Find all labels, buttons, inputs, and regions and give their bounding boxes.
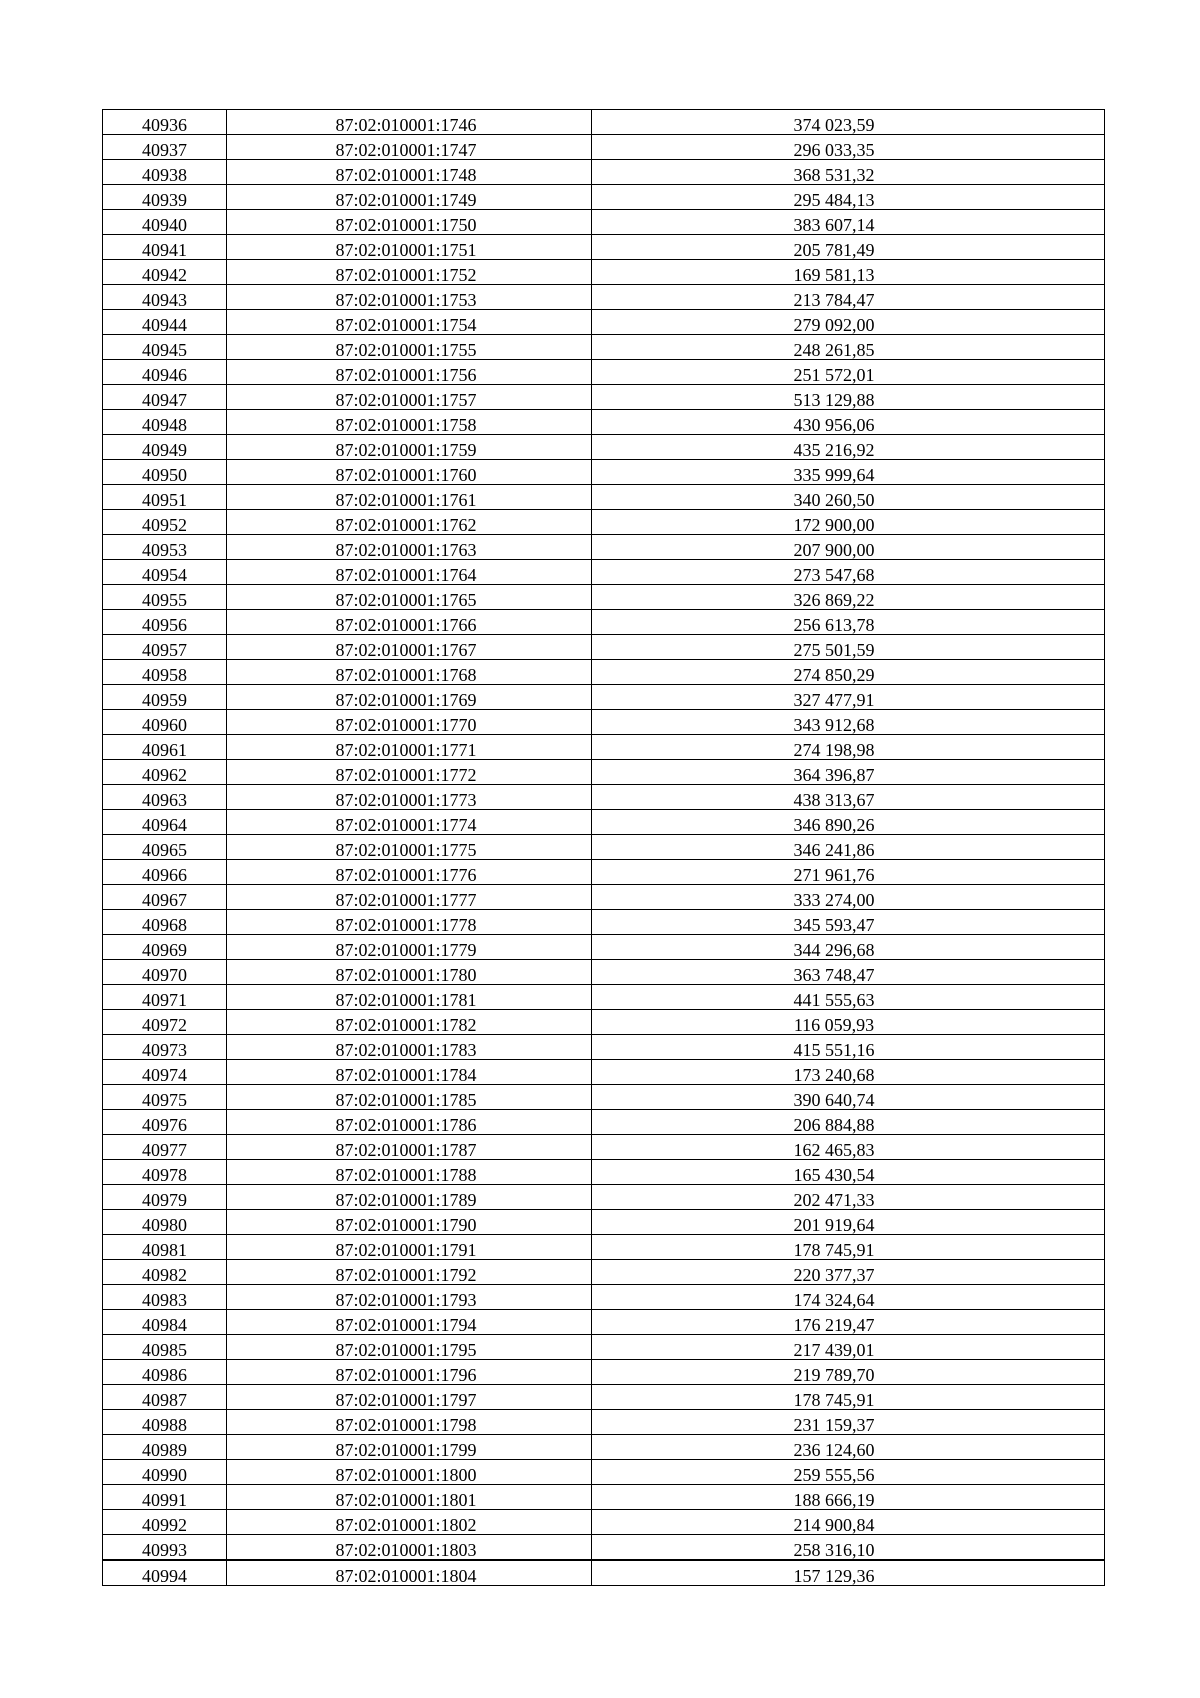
row-number-cell: 40947: [103, 385, 227, 410]
row-number-cell: 40966: [103, 860, 227, 885]
cadastral-number-cell: 87:02:010001:1781: [227, 985, 592, 1010]
cadastral-number-cell: 87:02:010001:1767: [227, 635, 592, 660]
cadastral-number-cell: 87:02:010001:1794: [227, 1310, 592, 1335]
value-cell: 438 313,67: [592, 785, 1105, 810]
table-row: [103, 985, 1105, 1010]
row-number-cell: 40957: [103, 635, 227, 660]
table-row: [103, 535, 1105, 560]
row-number-cell: 40965: [103, 835, 227, 860]
value-cell: 206 884,88: [592, 1110, 1105, 1135]
row-number-cell: 40985: [103, 1335, 227, 1360]
row-number-cell: 40967: [103, 885, 227, 910]
value-cell: 340 260,50: [592, 485, 1105, 510]
row-number-cell: 40955: [103, 585, 227, 610]
table-row: [103, 210, 1105, 235]
value-cell: 513 129,88: [592, 385, 1105, 410]
table-row: [103, 185, 1105, 210]
cadastral-number-cell: 87:02:010001:1792: [227, 1260, 592, 1285]
row-number-cell: 40939: [103, 185, 227, 210]
table-row: [103, 1285, 1105, 1310]
table-row: [103, 760, 1105, 785]
cadastral-number-cell: 87:02:010001:1746: [227, 110, 592, 135]
row-number-cell: 40951: [103, 485, 227, 510]
table-row: [103, 1010, 1105, 1035]
row-number-cell: 40979: [103, 1185, 227, 1210]
table-row: [103, 1085, 1105, 1110]
table-row: [103, 1235, 1105, 1260]
value-cell: 363 748,47: [592, 960, 1105, 985]
value-cell: 217 439,01: [592, 1335, 1105, 1360]
value-cell: 248 261,85: [592, 335, 1105, 360]
cadastral-number-cell: 87:02:010001:1791: [227, 1235, 592, 1260]
cadastral-number-cell: 87:02:010001:1787: [227, 1135, 592, 1160]
row-number-cell: 40989: [103, 1435, 227, 1460]
row-number-cell: 40982: [103, 1260, 227, 1285]
table-row: [103, 435, 1105, 460]
row-number-cell: 40978: [103, 1160, 227, 1185]
table-row: [103, 410, 1105, 435]
value-cell: 279 092,00: [592, 310, 1105, 335]
cadastral-number-cell: 87:02:010001:1778: [227, 910, 592, 935]
row-number-cell: 40952: [103, 510, 227, 535]
cadastral-number-cell: 87:02:010001:1799: [227, 1435, 592, 1460]
cadastral-number-cell: 87:02:010001:1748: [227, 160, 592, 185]
table-row: [103, 1510, 1105, 1535]
row-number-cell: 40948: [103, 410, 227, 435]
cadastral-number-cell: 87:02:010001:1755: [227, 335, 592, 360]
value-cell: 327 477,91: [592, 685, 1105, 710]
cadastral-number-cell: 87:02:010001:1786: [227, 1110, 592, 1135]
row-number-cell: 40946: [103, 360, 227, 385]
value-cell: 345 593,47: [592, 910, 1105, 935]
table-row: [103, 385, 1105, 410]
value-cell: 275 501,59: [592, 635, 1105, 660]
table-row: [103, 510, 1105, 535]
table-body: [103, 110, 1105, 1586]
table-row: [103, 1060, 1105, 1085]
row-number-cell: 40956: [103, 610, 227, 635]
table-row: [103, 335, 1105, 360]
value-cell: 219 789,70: [592, 1360, 1105, 1385]
row-number-cell: 40963: [103, 785, 227, 810]
table-row: [103, 635, 1105, 660]
row-number-cell: 40953: [103, 535, 227, 560]
row-number-cell: 40940: [103, 210, 227, 235]
row-number-cell: 40950: [103, 460, 227, 485]
value-cell: 326 869,22: [592, 585, 1105, 610]
cadastral-number-cell: 87:02:010001:1772: [227, 760, 592, 785]
cadastral-number-cell: 87:02:010001:1747: [227, 135, 592, 160]
table-row: [103, 1035, 1105, 1060]
cadastral-number-cell: 87:02:010001:1779: [227, 935, 592, 960]
row-number-cell: 40943: [103, 285, 227, 310]
value-cell: 174 324,64: [592, 1285, 1105, 1310]
table-row: [103, 1160, 1105, 1185]
cadastral-number-cell: 87:02:010001:1802: [227, 1510, 592, 1535]
value-cell: 157 129,36: [592, 1560, 1105, 1586]
cadastral-number-cell: 87:02:010001:1750: [227, 210, 592, 235]
row-number-cell: 40937: [103, 135, 227, 160]
row-number-cell: 40986: [103, 1360, 227, 1385]
row-number-cell: 40964: [103, 810, 227, 835]
table-row: [103, 485, 1105, 510]
cadastral-number-cell: 87:02:010001:1773: [227, 785, 592, 810]
row-number-cell: 40983: [103, 1285, 227, 1310]
value-cell: 188 666,19: [592, 1485, 1105, 1510]
value-cell: 201 919,64: [592, 1210, 1105, 1235]
cadastral-number-cell: 87:02:010001:1765: [227, 585, 592, 610]
cadastral-number-cell: 87:02:010001:1795: [227, 1335, 592, 1360]
row-number-cell: 40960: [103, 710, 227, 735]
table-row: [103, 1435, 1105, 1460]
row-number-cell: 40990: [103, 1460, 227, 1485]
cadastral-number-cell: 87:02:010001:1783: [227, 1035, 592, 1060]
value-cell: 415 551,16: [592, 1035, 1105, 1060]
value-cell: 295 484,13: [592, 185, 1105, 210]
cadastral-number-cell: 87:02:010001:1780: [227, 960, 592, 985]
table-row: [103, 735, 1105, 760]
value-cell: 213 784,47: [592, 285, 1105, 310]
table-row: [103, 835, 1105, 860]
value-cell: 165 430,54: [592, 1160, 1105, 1185]
row-number-cell: 40969: [103, 935, 227, 960]
value-cell: 435 216,92: [592, 435, 1105, 460]
value-cell: 251 572,01: [592, 360, 1105, 385]
table-row: [103, 710, 1105, 735]
cadastral-number-cell: 87:02:010001:1797: [227, 1385, 592, 1410]
row-number-cell: 40942: [103, 260, 227, 285]
cadastral-number-cell: 87:02:010001:1776: [227, 860, 592, 885]
cadastral-number-cell: 87:02:010001:1758: [227, 410, 592, 435]
table-row: [103, 1110, 1105, 1135]
row-number-cell: 40959: [103, 685, 227, 710]
cadastral-number-cell: 87:02:010001:1777: [227, 885, 592, 910]
row-number-cell: 40949: [103, 435, 227, 460]
value-cell: 368 531,32: [592, 160, 1105, 185]
cadastral-number-cell: 87:02:010001:1756: [227, 360, 592, 385]
table-row: [103, 310, 1105, 335]
value-cell: 333 274,00: [592, 885, 1105, 910]
cadastral-number-cell: 87:02:010001:1757: [227, 385, 592, 410]
row-number-cell: 40954: [103, 560, 227, 585]
cadastral-number-cell: 87:02:010001:1769: [227, 685, 592, 710]
value-cell: 202 471,33: [592, 1185, 1105, 1210]
row-number-cell: 40987: [103, 1385, 227, 1410]
cadastral-number-cell: 87:02:010001:1771: [227, 735, 592, 760]
cadastral-value-table: [102, 109, 1105, 1586]
value-cell: 220 377,37: [592, 1260, 1105, 1285]
row-number-cell: 40962: [103, 760, 227, 785]
value-cell: 346 890,26: [592, 810, 1105, 835]
row-number-cell: 40944: [103, 310, 227, 335]
cadastral-number-cell: 87:02:010001:1766: [227, 610, 592, 635]
row-number-cell: 40971: [103, 985, 227, 1010]
cadastral-number-cell: 87:02:010001:1782: [227, 1010, 592, 1035]
value-cell: 258 316,10: [592, 1535, 1105, 1561]
table-row: [103, 685, 1105, 710]
value-cell: 214 900,84: [592, 1510, 1105, 1535]
table-row: [103, 660, 1105, 685]
cadastral-number-cell: 87:02:010001:1774: [227, 810, 592, 835]
row-number-cell: 40961: [103, 735, 227, 760]
cadastral-number-cell: 87:02:010001:1749: [227, 185, 592, 210]
value-cell: 205 781,49: [592, 235, 1105, 260]
table-row: [103, 960, 1105, 985]
table-row: [103, 935, 1105, 960]
value-cell: 172 900,00: [592, 510, 1105, 535]
row-number-cell: 40993: [103, 1535, 227, 1561]
value-cell: 176 219,47: [592, 1310, 1105, 1335]
table-row: [103, 885, 1105, 910]
table-row: [103, 135, 1105, 160]
cadastral-number-cell: 87:02:010001:1801: [227, 1485, 592, 1510]
table-row: [103, 1335, 1105, 1360]
row-number-cell: 40976: [103, 1110, 227, 1135]
row-number-cell: 40992: [103, 1510, 227, 1535]
table-row: [103, 810, 1105, 835]
value-cell: 256 613,78: [592, 610, 1105, 635]
row-number-cell: 40975: [103, 1085, 227, 1110]
cadastral-number-cell: 87:02:010001:1751: [227, 235, 592, 260]
value-cell: 430 956,06: [592, 410, 1105, 435]
cadastral-number-cell: 87:02:010001:1788: [227, 1160, 592, 1185]
table-row: [103, 360, 1105, 385]
value-cell: 169 581,13: [592, 260, 1105, 285]
cadastral-number-cell: 87:02:010001:1800: [227, 1460, 592, 1485]
value-cell: 207 900,00: [592, 535, 1105, 560]
row-number-cell: 40984: [103, 1310, 227, 1335]
row-number-cell: 40945: [103, 335, 227, 360]
row-number-cell: 40941: [103, 235, 227, 260]
value-cell: 335 999,64: [592, 460, 1105, 485]
value-cell: 259 555,56: [592, 1460, 1105, 1485]
cadastral-number-cell: 87:02:010001:1763: [227, 535, 592, 560]
row-number-cell: 40970: [103, 960, 227, 985]
value-cell: 390 640,74: [592, 1085, 1105, 1110]
table-row: [103, 1185, 1105, 1210]
row-number-cell: 40938: [103, 160, 227, 185]
cadastral-number-cell: 87:02:010001:1793: [227, 1285, 592, 1310]
table-row: [103, 860, 1105, 885]
value-cell: 383 607,14: [592, 210, 1105, 235]
value-cell: 236 124,60: [592, 1435, 1105, 1460]
value-cell: 374 023,59: [592, 110, 1105, 135]
table-row: [103, 560, 1105, 585]
table-row: [103, 285, 1105, 310]
cadastral-number-cell: 87:02:010001:1804: [227, 1560, 592, 1586]
table-row: [103, 1210, 1105, 1235]
value-cell: 271 961,76: [592, 860, 1105, 885]
row-number-cell: 40988: [103, 1410, 227, 1435]
cadastral-number-cell: 87:02:010001:1760: [227, 460, 592, 485]
row-number-cell: 40981: [103, 1235, 227, 1260]
cadastral-number-cell: 87:02:010001:1784: [227, 1060, 592, 1085]
cadastral-number-cell: 87:02:010001:1752: [227, 260, 592, 285]
table-row: [103, 235, 1105, 260]
value-cell: 178 745,91: [592, 1385, 1105, 1410]
table-row: [103, 260, 1105, 285]
value-cell: 364 396,87: [592, 760, 1105, 785]
table-row: [103, 1485, 1105, 1510]
cadastral-number-cell: 87:02:010001:1768: [227, 660, 592, 685]
cadastral-number-cell: 87:02:010001:1770: [227, 710, 592, 735]
table-row: [103, 1560, 1105, 1586]
value-cell: 441 555,63: [592, 985, 1105, 1010]
value-cell: 344 296,68: [592, 935, 1105, 960]
row-number-cell: 40991: [103, 1485, 227, 1510]
value-cell: 273 547,68: [592, 560, 1105, 585]
cadastral-number-cell: 87:02:010001:1775: [227, 835, 592, 860]
value-cell: 178 745,91: [592, 1235, 1105, 1260]
table-row: [103, 610, 1105, 635]
row-number-cell: 40936: [103, 110, 227, 135]
table-row: [103, 585, 1105, 610]
row-number-cell: 40968: [103, 910, 227, 935]
table-row: [103, 1360, 1105, 1385]
table-row: [103, 1535, 1105, 1561]
table-row: [103, 1310, 1105, 1335]
cadastral-number-cell: 87:02:010001:1798: [227, 1410, 592, 1435]
value-cell: 274 850,29: [592, 660, 1105, 685]
row-number-cell: 40974: [103, 1060, 227, 1085]
row-number-cell: 40973: [103, 1035, 227, 1060]
cadastral-number-cell: 87:02:010001:1753: [227, 285, 592, 310]
cadastral-number-cell: 87:02:010001:1796: [227, 1360, 592, 1385]
table-row: [103, 1385, 1105, 1410]
table-row: [103, 1135, 1105, 1160]
table-row: [103, 160, 1105, 185]
row-number-cell: 40958: [103, 660, 227, 685]
row-number-cell: 40977: [103, 1135, 227, 1160]
value-cell: 274 198,98: [592, 735, 1105, 760]
cadastral-number-cell: 87:02:010001:1790: [227, 1210, 592, 1235]
value-cell: 346 241,86: [592, 835, 1105, 860]
cadastral-number-cell: 87:02:010001:1785: [227, 1085, 592, 1110]
value-cell: 162 465,83: [592, 1135, 1105, 1160]
table-row: [103, 1260, 1105, 1285]
cadastral-number-cell: 87:02:010001:1762: [227, 510, 592, 535]
table-row: [103, 1410, 1105, 1435]
table-row: [103, 460, 1105, 485]
value-cell: 343 912,68: [592, 710, 1105, 735]
value-cell: 173 240,68: [592, 1060, 1105, 1085]
value-cell: 116 059,93: [592, 1010, 1105, 1035]
cadastral-number-cell: 87:02:010001:1789: [227, 1185, 592, 1210]
table-row: [103, 110, 1105, 135]
row-number-cell: 40994: [103, 1560, 227, 1586]
row-number-cell: 40980: [103, 1210, 227, 1235]
table-row: [103, 785, 1105, 810]
cadastral-number-cell: 87:02:010001:1803: [227, 1535, 592, 1561]
cadastral-number-cell: 87:02:010001:1764: [227, 560, 592, 585]
cadastral-number-cell: 87:02:010001:1754: [227, 310, 592, 335]
table-row: [103, 1460, 1105, 1485]
value-cell: 231 159,37: [592, 1410, 1105, 1435]
table-row: [103, 910, 1105, 935]
cadastral-number-cell: 87:02:010001:1761: [227, 485, 592, 510]
cadastral-number-cell: 87:02:010001:1759: [227, 435, 592, 460]
value-cell: 296 033,35: [592, 135, 1105, 160]
row-number-cell: 40972: [103, 1010, 227, 1035]
